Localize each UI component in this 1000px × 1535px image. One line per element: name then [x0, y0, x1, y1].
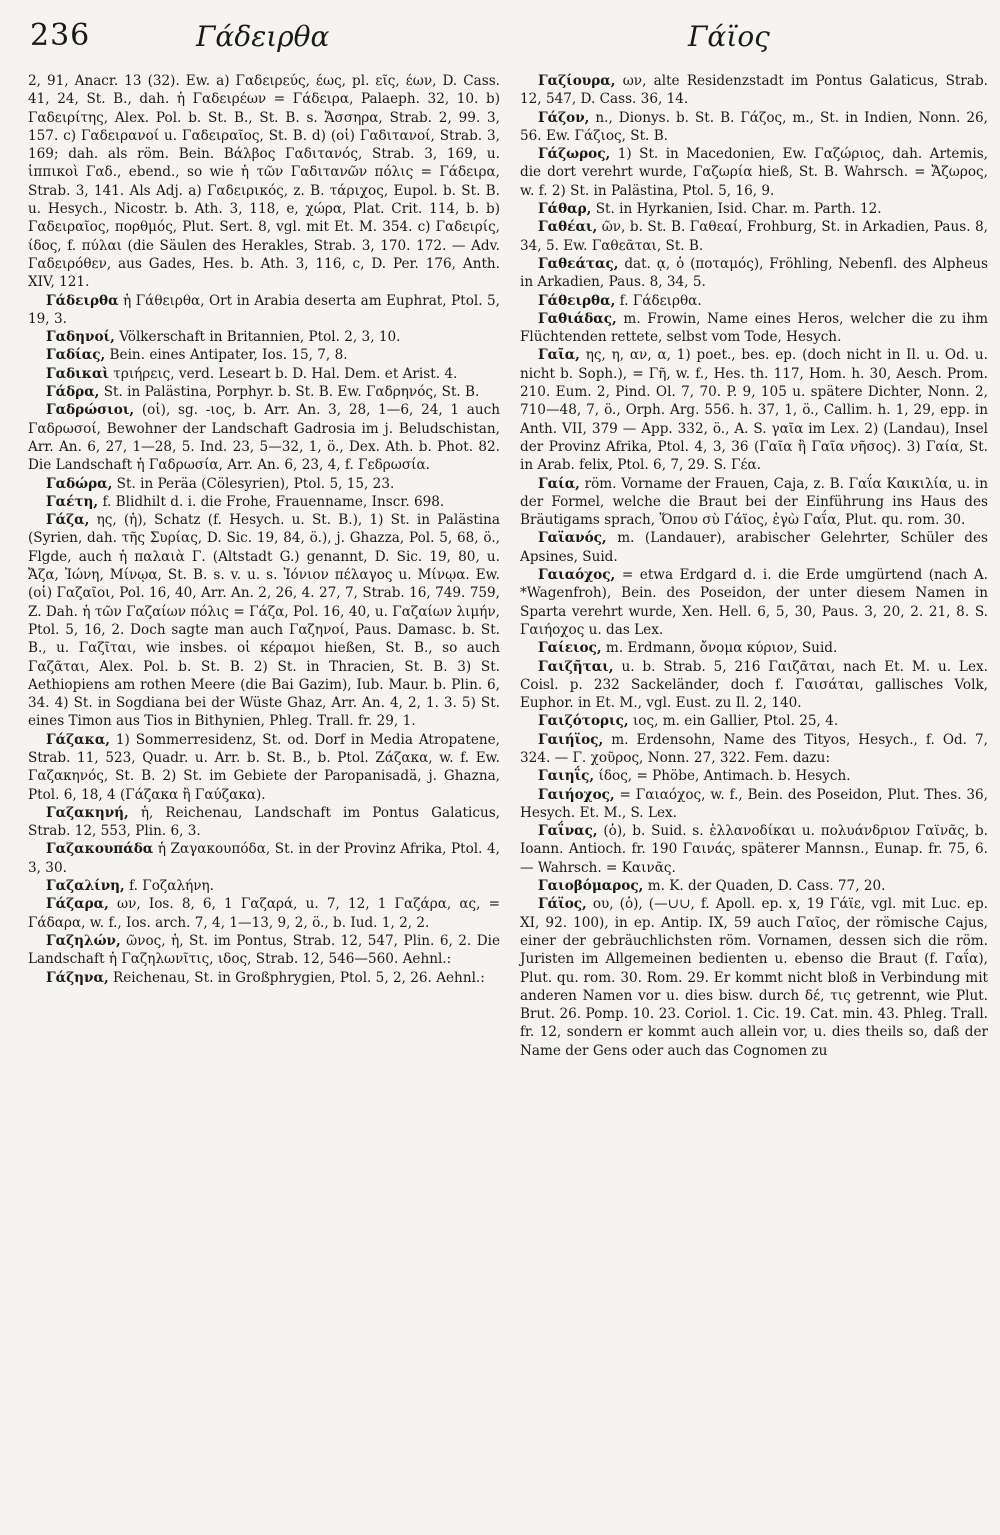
entry-headword: Γαζίουρα, [538, 73, 616, 89]
entry-text: ιος, m. ein Gallier, Ptol. 25, 4. [628, 713, 839, 730]
entry-text: Bein. eines Antipater, Ios. 15, 7, 8. [105, 347, 348, 364]
entry-headword: Γαθιάδας, [538, 310, 617, 327]
entry-headword: Γάθαρ, [538, 201, 592, 218]
dictionary-entry [520, 767, 988, 785]
entry-headword: Γαδίας, [46, 347, 106, 364]
entry-text: dat. ᾳ, ὁ (ποταμός), Fröhling, Nebenfl. des Alpheus in Arkadien, Paus. 8, 34, 5. [520, 255, 988, 291]
dictionary-entry [520, 658, 988, 713]
dictionary-entry [28, 932, 500, 969]
entry-text: ῶνος, ἡ, St. im Pontus, Strab. 12, 547, Plin. 6, 2. Die Landschaft ἡ Γαζηλωνῖτις, ιδος, Strab. 12, 546—560. Aehnl.: [28, 932, 500, 968]
dictionary-entry [520, 255, 988, 292]
page-number: 236 [30, 18, 91, 53]
dictionary-entry [520, 712, 988, 730]
dictionary-entry [520, 566, 988, 639]
entry-text: St. in Palästina, Porphyr. b. St. B. Ew. Γαδρηνός, St. B. [99, 384, 480, 401]
dictionary-entry [520, 109, 988, 146]
entry-headword: Γαιζῆται, [538, 658, 614, 675]
entry-headword: Γάθειρθα, [538, 292, 616, 309]
dictionary-entry [28, 840, 500, 877]
dictionary-entry [520, 822, 988, 877]
entry-text: (ὁ), b. Suid. s. ἑλλανοδίκαι u. πολυάνδριον Γαϊνᾶς, b. Ioann. Antioch. fr. 190 Γαινάς, späterer Mannsn., Eunap. fr. 75, 6. — Wahrsch. = Καινᾶς. [520, 823, 988, 876]
dictionary-entry [28, 877, 500, 895]
entry-headword: Γάζα, [46, 512, 90, 529]
entry-headword: Γαϊανός, [538, 530, 607, 547]
dictionary-entry [28, 346, 500, 364]
dictionary-entry [28, 401, 500, 474]
entry-headword: Γαδρώσιοι, [46, 402, 135, 419]
dictionary-entry [28, 804, 500, 841]
dictionary-entry [28, 365, 500, 383]
entry-headword: Γαζακηνή, [46, 804, 129, 821]
entry-text: n., Dionys. b. St. B. Γάζος, m., St. in Indien, Nonn. 26, 56. Ew. Γάζιος, St. B. [520, 109, 988, 144]
left-running-headword: Γάδειρθα [196, 20, 330, 53]
entry-text: ων, Ios. 8, 6, 1 Γαζαρά, u. 7, 12, 1 Γαζάρα, ας, = Γάδαρα, w. f., Ios. arch. 7, 4, 1—13, 9, 2, ö., b. Iud. 1, 2, 2. [28, 896, 500, 931]
entry-text: ης, η, αν, α, 1) poet., bes. ep. (doch nicht in Il. u. Od. u. nicht b. Soph.), = Γῆ, w. f., Hes. th. 117, Hom. h. 30, Aesch. Prom. 210. Eum. 2, Pind. Ol. 7, 70. P. 9, 105 u. spätere Dichter, Nonn. 2, 710—48, 7, ö., Orph. Arg. 556. h. 37, 1, ö., Callim. h. 1, 29, epp. in Anth. VII, 379 — App. 332, ö., A. S. γαῖα im Lex. 2) (Landau), Insel der Provinz Afrika, Ptol. 4, 3, 36 (Γαῖα ἢ Γαῖα νῆσος). 3) Γαία, St. in Arab. felix, Ptol. 6, 7, 29. S. Γέα. [520, 347, 988, 474]
entry-text: (οἱ), sg. -ιος, b. Arr. An. 3, 28, 1—6, 24, 1 auch Γαδρωσοί, Bewohner der Landschaft Gadrosia im j. Beludschistan, Arr. An. 6, 27, 1—28, 5. Ind. 23, 5—32, 1, ö., Dex. Ath. b. Phot. 82. Die Landschaft ἡ Γαδρωσία, Arr. An. 6, 23, 4, f. Γεδρωσία. [28, 402, 500, 474]
right-running-headword: Γάϊος [688, 20, 770, 53]
entry-headword: Γαζακουπάδα [46, 841, 154, 858]
entry-headword: Γαέτη, [46, 493, 99, 510]
entry-text: ἡ Ζαγακουπόδα, St. in der Provinz Afrika, Ptol. 4, 3, 30. [28, 841, 500, 876]
entry-text: röm. Vorname der Frauen, Caja, z. B. Γαΐα Καικιλία, u. in der Formel, welche die Braut bei der Einführung ins Haus des Bräutigams sprach, Ὅπου σὺ Γάϊος, ἐγὼ Γαΐα, Plut. qu. rom. 30. [520, 475, 988, 529]
entry-text: Reichenau, St. in Großphrygien, Ptol. 5, 2, 26. Aehnl.: [108, 969, 485, 986]
dictionary-entry [28, 475, 500, 493]
dictionary-entry [28, 731, 500, 804]
entry-text: ων, alte Residenzstadt im Pontus Galaticus, Strab. 12, 547, D. Cass. 36, 14. [520, 73, 988, 108]
dictionary-entry [520, 895, 988, 1060]
entry-text: = Γαιαόχος, w. f., Bein. des Poseidon, Plut. Thes. 36, Hesych. Et. M., S. Lex. [520, 786, 988, 821]
entry-text: ου, (ὁ), (—∪∪, f. Apoll. ep. x, 19 Γάϊε, vgl. mit Luc. ep. XI, 92. 100), in ep. Antip. IX, 59 auch Γαῖος, der römische Cajus, einer der gebräuchlichsten röm. Vornamen, dessen sich die röm. Juristen im Allgemeinen bedienten u. ebenso die Braut (f. Γαΐα), Plut. qu. rom. 30. Rom. 29. Er kommt nicht bloß in Verbindung mit anderen Namen vor u. dies bisw. durch δέ, τις getrennt, wie Plut. Brut. 26. Pomp. 10. 23. Coriol. 1. Cic. 19. Cat. min. 43. Phleg. Trall. fr. 12, sondern er kommt auch allein vor, u. dies theils so, daß der Name der Gens oder auch das Cognomen zu [520, 896, 988, 1059]
entry-headword: Γάδρα, [46, 384, 100, 401]
dictionary-entry [520, 346, 988, 474]
dictionary-entry [28, 328, 500, 346]
dictionary-entry [28, 292, 500, 329]
entry-headword: Γαδηνοί, [46, 329, 115, 346]
entry-headword: Γάζωρος, [538, 146, 611, 163]
entry-text: 2, 91, Anacr. 13 (32). Ew. a) Γαδειρεύς, έως, pl. εῖς, έων, D. Cass. 41, 24, St. B., dah. ἡ Γαδειρέων = Γάδειρα, Palaeph. 32, 10. b) Γαδειρίτης, Alex. Pol. b. St. B., St. B. s. Ἄσσηρα, Strab. 2, 99. 3, 157. c) Γαδειρανοί u. Γαδειραῖος, St. B. d) (οἱ) Γαδιτανοί, Strab. 3, 169; dah. als röm. Bein. Βάλβος Γαδιτανός, Strab. 3, 169, u. ἱππικοὶ Γαδ., ebend., so wie ἡ τῶν Γαδιτανῶν πόλις = Γάδειρα, Strab. 3, 141. Als Adj. a) Γαδειρικός, z. B. τάριχος, Eupol. b. St. B. u. Hesych., Nicostr. b. Ath. 3, 118, e, χώρα, Plat. Crit. 114, b. b) Γαδειραῖος, πορθμός, Plut. Sert. 8, vgl. mit Et. M. 354. c) Γαδειρίς, ίδος, f. πύλαι (die Säulen des Herakles, Strab. 3, 170. 172. — Adv. Γαδειρόθεν, aus Gades, Hes. b. Ath. 3, 116, c, D. Per. 176, Anth. XIV, 121. [28, 73, 500, 291]
entry-text: m. Erdmann, ὄνομα κύριον, Suid. [601, 640, 838, 657]
dictionary-entry [520, 292, 988, 310]
entry-text: 1) Sommerresidenz, St. od. Dorf in Media Atropatene, Strab. 11, 523, Quadr. u. Arr. b. St. B., b. Ptol. Ζάζακα, w. f. Ew. Γαζακηνός, St. B. 2) St. im Gebiete der Paropanisadä, j. Ghazna, Ptol. 6, 18, 4 (Γάζακα ἢ Γαύζακα). [28, 731, 500, 803]
dictionary-entry [520, 145, 988, 200]
entry-headword: Γαθεάτας, [538, 255, 619, 272]
entry-headword: Γάζαρα, [46, 896, 109, 913]
entry-text: f. Γοζαλήνη. [124, 878, 214, 895]
dictionary-entry [520, 731, 988, 768]
right-column [520, 72, 988, 1060]
dictionary-entry [28, 493, 500, 511]
entry-text: m. K. der Quaden, D. Cass. 77, 20. [643, 878, 886, 895]
entry-text: m. Erdensohn, Name des Tityos, Hesych., f. Od. 7, 324. — Γ. χοῦρος, Nonn. 27, 322. Fem. dazu: [520, 731, 988, 766]
entry-text: ίδος, = Phöbe, Antimach. b. Hesych. [594, 768, 851, 785]
entry-headword: Γάζακα, [46, 731, 111, 748]
entry-headword: Γαιζότορις, [538, 713, 629, 730]
entry-text: ἡ, Reichenau, Landschaft im Pontus Galaticus, Strab. 12, 553, Plin. 6, 3. [28, 804, 500, 840]
entry-headword: Γάδειρθα [46, 292, 119, 309]
page-header [0, 0, 1000, 70]
entry-text: = etwa Erdgard d. i. die Erde umgürtend (nach A. *Wagenfroh), Bein. des Poseidon, der unter diesem Namen in Sparta verehrt wurde, Xen. Hell. 6, 5, 30, Paus. 3, 20, 2. 21, 8. S. Γαιήοχος u. das Lex. [520, 567, 988, 638]
entry-headword: Γαία, [538, 475, 580, 492]
entry-headword: Γαιήοχος, [538, 786, 615, 803]
dictionary-entry [28, 895, 500, 932]
dictionary-entry [520, 639, 988, 657]
entry-headword: Γάζον, [538, 109, 590, 126]
dictionary-entry [520, 877, 988, 895]
entry-text: m. Frowin, Name eines Heros, welcher die zu ihm Flüchtenden rettete, selbst vom Tode, Hesych. [520, 310, 988, 346]
entry-headword: Γάζηνα, [46, 969, 109, 986]
entry-headword: Γάϊος, [538, 896, 587, 913]
entry-headword: Γαιοβόμαρος, [538, 878, 644, 895]
entry-text: f. Blidhilt d. i. die Frohe, Frauenname, Inscr. 698. [98, 493, 445, 510]
entry-headword: Γαιήϊος, [538, 731, 604, 748]
entry-headword: Γαδικαὶ [46, 365, 109, 382]
entry-text: ῶν, b. St. B. Γαθεαί, Frohburg, St. in Arkadien, Paus. 8, 34, 5. Ew. Γαθεᾶται, St. B. [520, 219, 988, 254]
dictionary-entry [28, 969, 500, 987]
dictionary-entry [520, 218, 988, 255]
dictionary-entry [520, 310, 988, 347]
entry-text: ης, (ἡ), Schatz (f. Hesych. u. St. B.), 1) St. in Palästina (Syrien, dah. τῆς Συρίας, D. Sic. 19, 84, ö.), j. Ghazza, Pol. 5, 68, ö., Flgde, auch ἡ παλαιὰ Γ. (Altstadt G.) genannt, D. Sic. 19, 80, u. Ἄζα, Ἰώνη, Μίνῳα, St. B. s. v. u. s. Ἰόνιον πέλαγος u. Μίνῳα. Ew. (οἱ) Γαζαῖοι, Pol. 16, 40, Arr. An. 2, 26, 4. 27, 7, Strab. 16, 749. 759, Z. Dah. ἡ τῶν Γαζαίων πόλις = Γάζα, Pol. 16, 40, u. Γαζαίων λιμήν, Ptol. 5, 16, 2. Doch sagte man auch Γαζηνοί, Paus. Damasc. b. St. B., u. Γαζῖται, wie insbes. οἱ κέραμοι hießen, St. B., so auch Γαζᾶται, Alex. Pol. b. St. B. 2) St. in Thracien, St. B. 3) St. Aethiopiens am rothen Meere (die Bai Gazim), Iub. Maur. b. Plin. 6, 34. 4) St. in Sogdiana bei der Wüste Ghaz, Arr. An. 4, 2, 1. 3. 5) St. eines Timon aus Tios in Bithynien, Phleg. Trall. fr. 29, 1. [28, 512, 500, 730]
entry-headword: Γαζηλών, [46, 932, 121, 949]
dictionary-entry [520, 529, 988, 566]
dictionary-entry [520, 72, 988, 109]
entry-headword: Γαδώρα, [46, 475, 113, 492]
entry-headword: Γαζαλίνη, [46, 878, 125, 895]
left-column [28, 72, 500, 987]
entry-text: m. (Landauer), arabischer Gelehrter, Schüler des Apsines, Suid. [520, 530, 988, 565]
entry-headword: Γαθέαι, [538, 219, 598, 236]
entry-text: St. in Hyrkanien, Isid. Char. m. Parth. 12. [591, 201, 882, 218]
dictionary-entry [520, 200, 988, 218]
entry-text: Völkerschaft in Britannien, Ptol. 2, 3, 10. [114, 329, 401, 346]
entry-text: 1) St. in Macedonien, Ew. Γαζώριος, dah. Artemis, die dort verehrt wurde, Γαζωρία hieß, St. B. Wahrsch. = Ἄζωρος, w. f. 2) St. in Palästina, Ptol. 5, 16, 9. [520, 146, 988, 199]
dictionary-entry [28, 511, 500, 731]
entry-headword: Γαΐνας, [538, 823, 598, 840]
entry-headword: Γαιηΐς, [538, 768, 595, 785]
dictionary-entry [520, 786, 988, 823]
entry-headword: Γαῖα, [538, 347, 580, 364]
entry-text: St. in Peräa (Cölesyrien), Ptol. 5, 15, 23. [112, 475, 395, 492]
entry-headword: Γαίειος, [538, 640, 602, 657]
entry-headword: Γαιαόχος, [538, 567, 616, 584]
entry-text: f. Γάδειρθα. [615, 292, 702, 309]
dictionary-entry [28, 72, 500, 292]
dictionary-entry [520, 475, 988, 530]
entry-text: τριήρεις, verd. Leseart b. D. Hal. Dem. et Arist. 4. [108, 365, 458, 382]
entry-text: ἡ Γάθειρθα, Ort in Arabia deserta am Euphrat, Ptol. 5, 19, 3. [28, 292, 500, 327]
entry-text: u. b. Strab. 5, 216 Γαιζᾶται, nach Et. M. u. Lex. Coisl. p. 232 Sackeländer, doch f. Γαισάται, gallisches Volk, Euphor. in Et. M., vgl. Eust. zu Il. 2, 140. [520, 658, 988, 712]
dictionary-entry [28, 383, 500, 401]
